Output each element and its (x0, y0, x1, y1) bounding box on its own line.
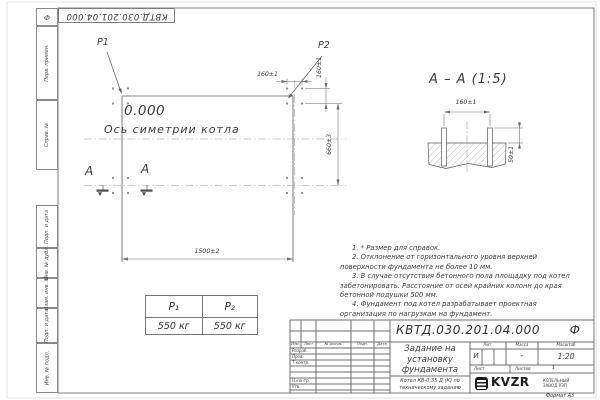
load-table-value-p1: 550 кг (146, 317, 202, 334)
frame-label: Справ. № (44, 122, 51, 148)
sheets-count: 1 (552, 366, 555, 371)
load-point-label-p2: P2 (318, 40, 330, 51)
sheets-label: Листов (515, 365, 531, 371)
note-item: 1. * Размер для справок. (352, 244, 441, 252)
frame-cell-inv-podl (36, 343, 58, 393)
load-table-header-p1: P₁ (168, 300, 180, 313)
section-letter-left: А (85, 164, 94, 178)
note-item: 4. Фундамент под котел разрабатывает проектная организация по нагрузкам на фундамент. (340, 300, 537, 318)
dim-length-1500: 1500±2 (194, 248, 220, 255)
scale-value: 1:20 (557, 352, 575, 361)
mass-value: - (520, 351, 524, 360)
format-note: Формат А3 (545, 392, 575, 399)
axis-of-symmetry-label: Ось симетрии котла (104, 123, 240, 136)
kvzr-logo-caption (543, 378, 593, 389)
frame-label: Подп. и дата (44, 308, 50, 343)
mass-label: Масса (515, 342, 529, 347)
load-point-leaders (107, 52, 322, 99)
frame-cell-podp-data-2 (36, 308, 58, 343)
note-item: 2. Отклонение от горизонтального уровня верхней поверхности фундамента не более 10 мм. (340, 253, 538, 271)
sheet-label: Лист (474, 365, 485, 371)
lit-label: Лит. (483, 342, 493, 347)
section-letter-right: А (141, 162, 150, 176)
document-title: Задание на установку фундамента (401, 344, 459, 376)
role-tkontr: Т.контр. (292, 359, 310, 365)
change-header-data: Дата (377, 341, 387, 346)
role-utv: Утв. (292, 383, 301, 389)
frame-label: Перв. примен. (44, 44, 51, 82)
role-razrab: Разраб. (292, 347, 308, 353)
designation-stamp-box (58, 8, 175, 23)
level-mark: 0.000 (124, 103, 166, 119)
lit-value: И (473, 352, 479, 360)
note-item: 3. В случае отсутствия бетонного пола площадку под котел забетонировать. Расстояние от осей крайних колонн до края бетонной подушки 500 мм. (340, 272, 570, 299)
technical-notes (340, 244, 578, 319)
section-view-title: А – А (1:5) (429, 72, 508, 87)
center-lines (84, 80, 467, 215)
section-plane-marks (97, 186, 153, 197)
frame-cell-inv-dubl (36, 245, 58, 281)
load-table-value-p2: 550 кг (202, 317, 258, 334)
frame-cell-vzam-inv (36, 278, 58, 308)
change-header-docnum: № докум. (324, 341, 343, 346)
frame-cell-sprav-n (36, 100, 58, 170)
dim-bolt-pitch-horizontal: 160±1 (257, 70, 278, 78)
plan-view-lines (122, 96, 293, 262)
designation-stamp: КВТД.030.201.04.000 (65, 10, 168, 21)
role-nkontr: Н.контр. (292, 377, 310, 383)
load-point-label-p1: P1 (97, 37, 109, 48)
change-header-izm: Изм. (291, 341, 300, 346)
document-subtitle: Котел КВ-0,35 Д (К) по техническому заданию (399, 378, 461, 391)
frame-cell-perv-primen (36, 26, 58, 100)
frame-label: Инв. № дубл. (44, 245, 50, 281)
load-table-header-p2: P₂ (202, 296, 258, 317)
kvzr-logo-icon (475, 377, 488, 390)
frame-label: Взам. инв. № (44, 276, 51, 310)
stamp-suffix: Ф (43, 13, 51, 21)
kvzr-logo-text: KVZR (491, 374, 530, 389)
change-header-list: Лист (303, 341, 314, 346)
dim-bolt-protrusion: 50±1 (507, 145, 515, 163)
frame-cell-podp-data-1 (36, 205, 58, 248)
title-block-designation: КВТД.030.201.04.000 (396, 323, 541, 338)
title-block-designation-suffix: Ф (569, 323, 580, 338)
kvzr-caption-line2: ЗАВОД РЭП (543, 383, 567, 389)
kvzr-caption-line1: КОТЕЛЬНЫЙ (543, 378, 570, 383)
dim-section-bolt-pitch: 160±1 (455, 99, 477, 106)
title-block-designation-cell (391, 321, 593, 341)
dim-bolt-pitch-vertical: 160±1 (315, 57, 323, 78)
stamp-suffix-cell (36, 8, 58, 26)
frame-label: Инв. № подл. (44, 350, 50, 386)
change-header-podp: Подп. (357, 341, 368, 346)
role-prov: Пров. (292, 353, 304, 359)
load-table (145, 295, 258, 335)
frame-label: Подп. и дата (44, 209, 50, 244)
scale-label: Масштаб (556, 342, 576, 347)
dim-width-660: 660±3 (325, 133, 333, 155)
